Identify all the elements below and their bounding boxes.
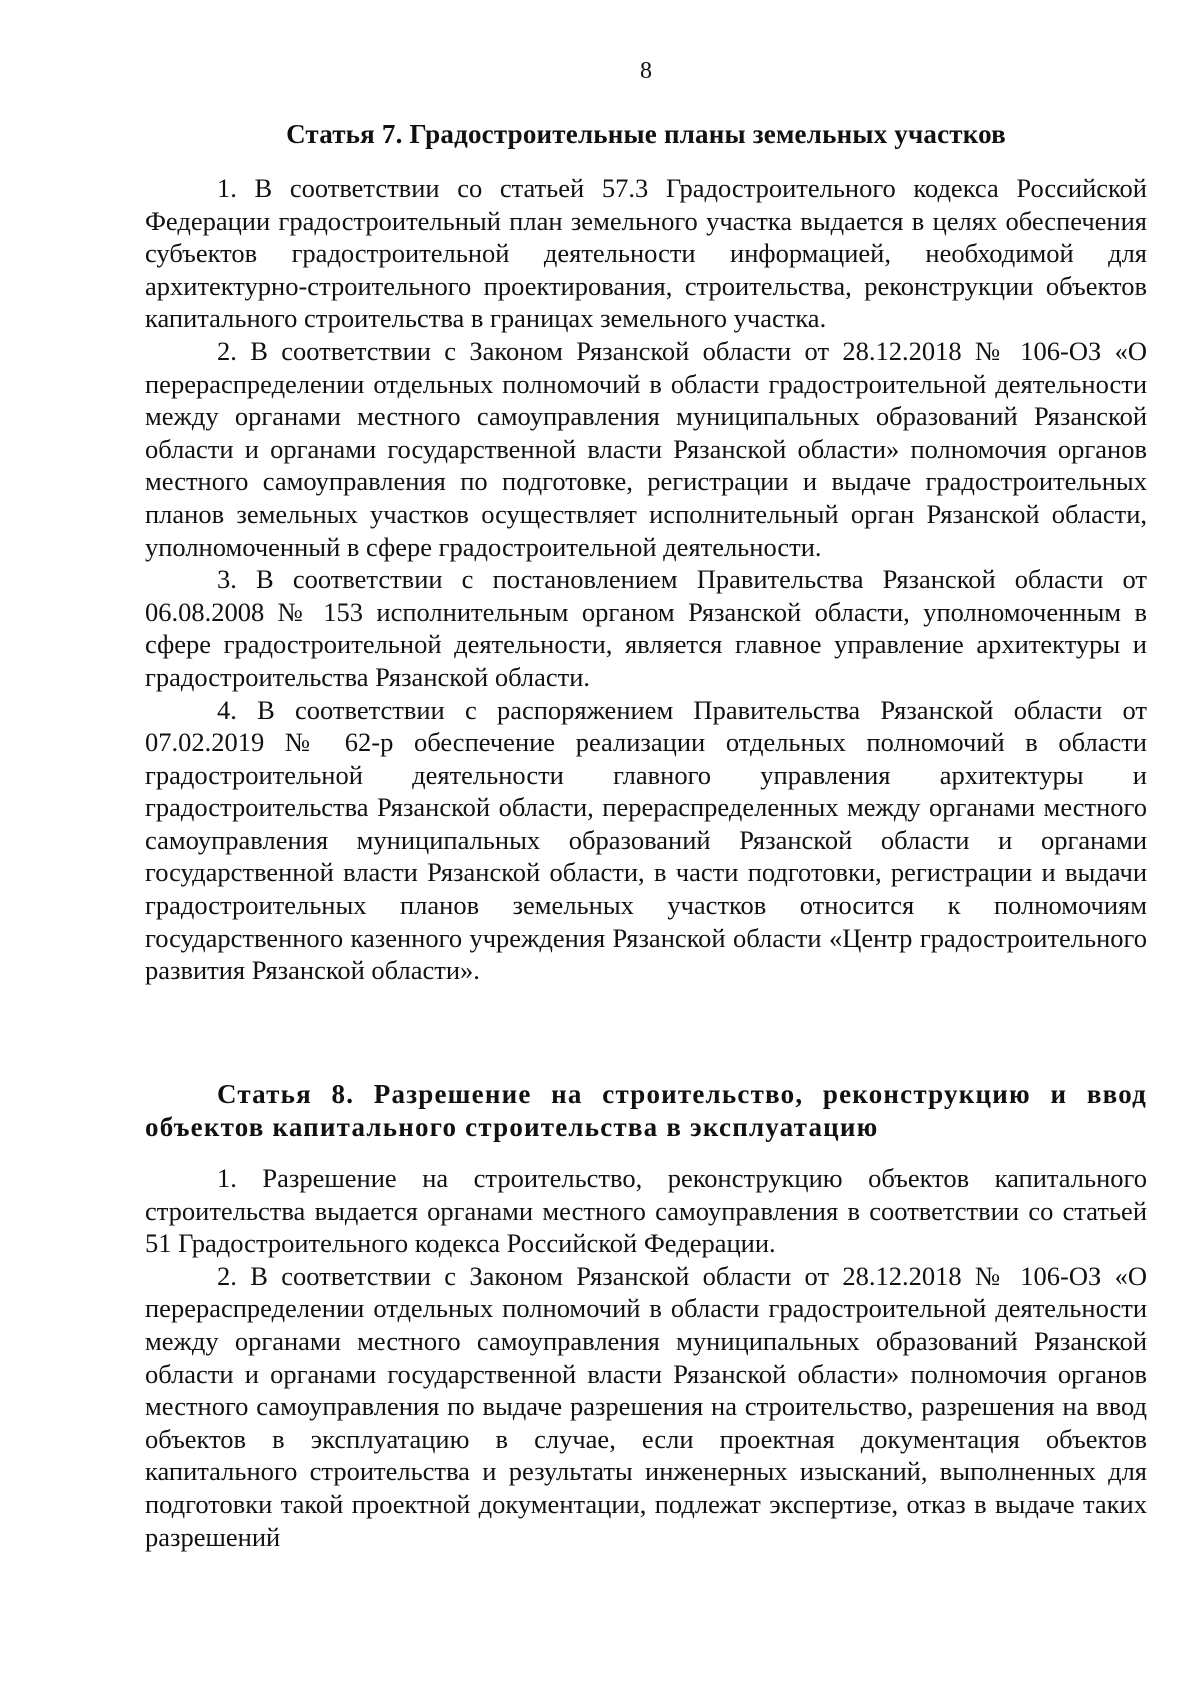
article-7-title: Статья 7. Градостроительные планы земельных участков <box>286 119 1006 149</box>
article-8-paragraph-1: 1. Разрешение на строительство, реконструкцию объектов капитального строительства выдается органами местного самоуправления в соответствии со статьей 51 Градостроительного кодекса Российской Федерации. <box>145 1163 1147 1259</box>
article-7-paragraph-4: 4. В соответствии с распоряжением Правительства Рязанской области от 07.02.2019 № 62-р обеспечение реализации отдельных полномочий в области градостроительной деятельности главного управления архитектуры и градостроительства Рязанской области, перераспределенных между органами местного самоуправления муниципальных образований Рязанской области и органами государственной власти Рязанской области, в части подготовки, регистрации и выдачи градостроительных планов земельных участков относится к полномочиям государственного казенного учреждения Рязанской области «Центр градостроительного развития Рязанской области». <box>145 694 1147 986</box>
article-7-body <box>145 172 1147 987</box>
article-7-paragraph-1: 1. В соответствии со статьей 57.3 Градостроительного кодекса Российской Федерации градостроительный план земельного участка выдается в целях обеспечения субъектов градостроительной деятельности информацией, необходимой для архитектурно-строительного проектирования, строительства, реконструкции объектов капитального строительства в границах земельного участка. <box>145 173 1147 334</box>
page-number: 8 <box>640 58 652 84</box>
article-8-title: Статья 8. Разрешение на строительство, реконструкцию и ввод объектов капитального строительства в эксплуатацию <box>145 1079 1147 1142</box>
article-8-body <box>145 1162 1147 1553</box>
article-7-paragraph-3: 3. В соответствии с постановлением Правительства Рязанской области от 06.08.2008 № 153 исполнительным органом Рязанской области, уполномоченным в сфере градостроительной деятельности, является главное управление архитектуры и градостроительства Рязанской области. <box>145 564 1147 692</box>
article-8-paragraph-2: 2. В соответствии с Законом Рязанской области от 28.12.2018 № 106-ОЗ «О перераспределении отдельных полномочий в области градостроительной деятельности между органами местного самоуправления муниципальных образований Рязанской области и органами государственной власти Рязанской области» полномочия органов местного самоуправления по выдаче разрешения на строительство, разрешения на ввод объектов в эксплуатацию в случае, если проектная документация объектов капитального строительства и результаты инженерных изысканий, выполненных для подготовки такой проектной документации, подлежат экспертизе, отказ в выдаче таких разрешений <box>145 1260 1147 1552</box>
article-7-paragraph-2: 2. В соответствии с Законом Рязанской области от 28.12.2018 № 106-ОЗ «О перераспределении отдельных полномочий в области градостроительной деятельности между органами местного самоуправления муниципальных образований Рязанской области и органами государственной власти Рязанской области» полномочия органов местного самоуправления по подготовке, регистрации и выдаче градостроительных планов земельных участков осуществляет исполнительный орган Рязанской области, уполномоченный в сфере градостроительной деятельности. <box>145 335 1147 562</box>
